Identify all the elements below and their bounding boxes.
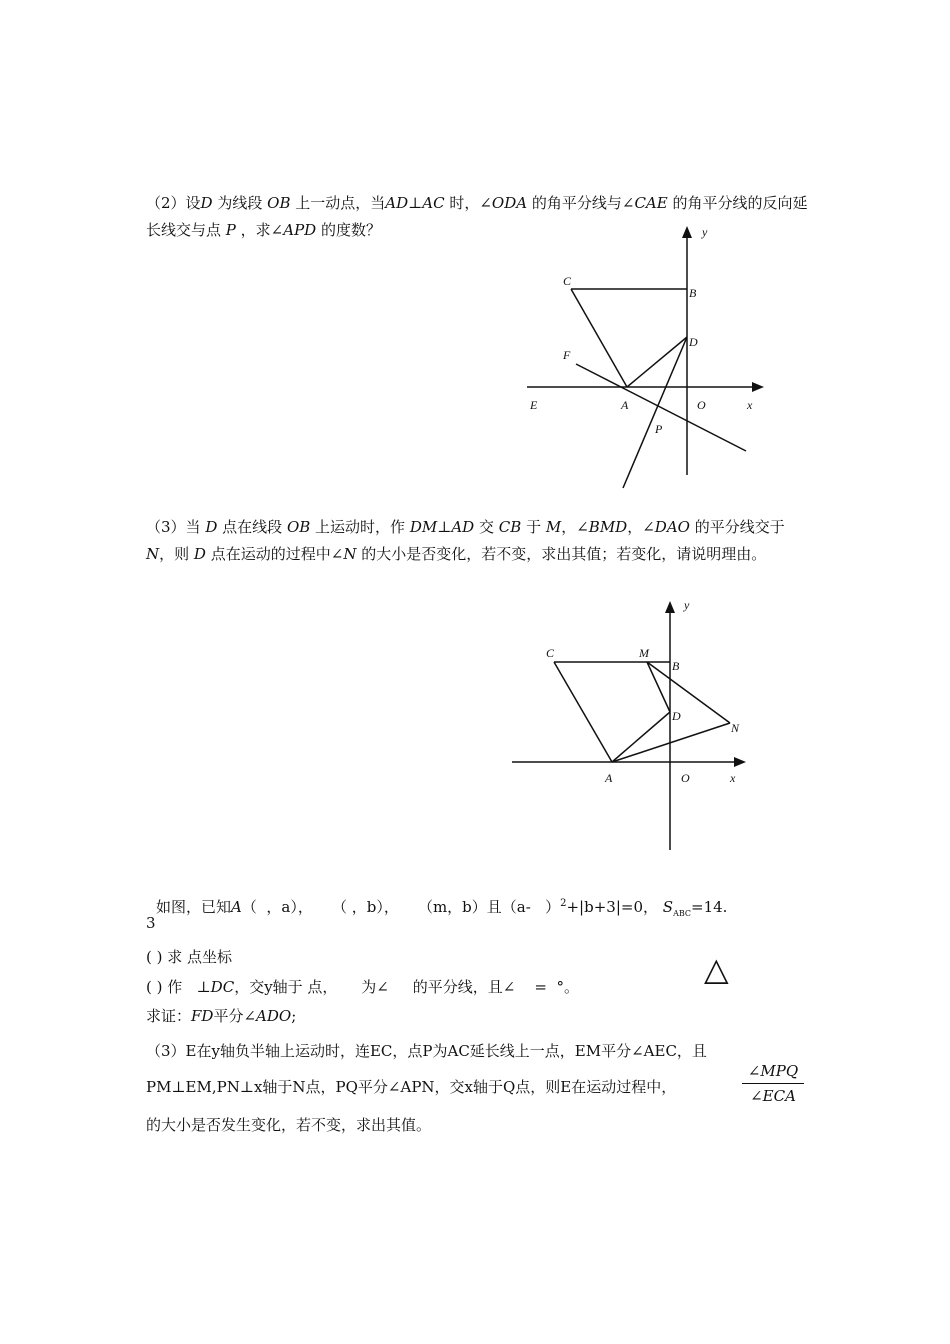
fig1-label: E (530, 398, 538, 412)
fig1-label: y (702, 225, 708, 239)
problem-3-part-1: ( ) 求 点坐标 (146, 948, 233, 966)
fraction-denominator: ∠ECA (750, 1087, 796, 1105)
fig2-label: D (672, 709, 681, 723)
fig2-segment-CA (554, 662, 612, 762)
fig2-label: x (730, 771, 736, 785)
fig2-segment-AN (612, 723, 730, 762)
angle-ratio-fraction (742, 1062, 804, 1105)
fig1-label: B (689, 286, 697, 300)
fig2-segment-MD (647, 662, 670, 712)
fig2-label: A (605, 771, 613, 785)
problem-3-part-3-line-2: PM⊥EM,PN⊥x轴于N点，PQ平分∠APN，交x轴于Q点，则E在运动过程中， (146, 1078, 677, 1096)
fig1-label: F (563, 348, 571, 362)
fig2-label: O (681, 771, 690, 785)
fig1-label: D (689, 335, 698, 349)
problem-number: 3 (146, 914, 156, 932)
problem-3-proof: 求证：FD平分∠ADO; (146, 1007, 297, 1025)
fig2-label: C (546, 646, 555, 660)
problem-3-part-2: ( ) 作 ⊥DC，交y轴于 点， 为∠ 的平分线，且∠ = °。 (146, 978, 579, 996)
fig1-label: A (621, 398, 629, 412)
fig2-label: N (731, 721, 740, 735)
fig2-label: B (672, 659, 680, 673)
fig2-label: M (639, 646, 649, 660)
fig2-segment-AD (612, 712, 670, 762)
fig1-label: C (563, 274, 572, 288)
fig2-label: y (684, 598, 690, 612)
fig2-segment-MN (647, 662, 730, 723)
fraction-numerator: ∠MPQ (742, 1062, 804, 1084)
fig2-x-arrow (734, 757, 746, 767)
fig2-y-arrow (665, 601, 675, 613)
fig1-label: O (697, 398, 706, 412)
triangle-symbol: △ (704, 950, 729, 988)
question-3-text: （3）当 D 点在线段 OB 上运动时，作 DM⊥AD 交 CB 于 M，∠BMD，∠DAO 的平分线交于 N，则 D 点在运动的过程中∠N 的大小是否变化，若不变，求出其值；若变化，请说明理由。 (146, 518, 785, 563)
problem-3-part-3-line-3: 的大小是否发生变化，若不变，求出其值。 (146, 1116, 432, 1134)
fig1-label: P (655, 422, 663, 436)
question-2-text: （2）设D 为线段 OB 上一动点，当AD⊥AC 时，∠ODA 的角平分线与∠CAE 的角平分线的反向延长线交与点 P ，求∠APD 的度数？ (146, 194, 808, 239)
problem-3-part-3-line-1: （3）E在y轴负半轴上运动时，连EC，点P为AC延长线上一点，EM平分∠AEC，且 (146, 1042, 707, 1060)
fig1-label: x (747, 398, 753, 412)
